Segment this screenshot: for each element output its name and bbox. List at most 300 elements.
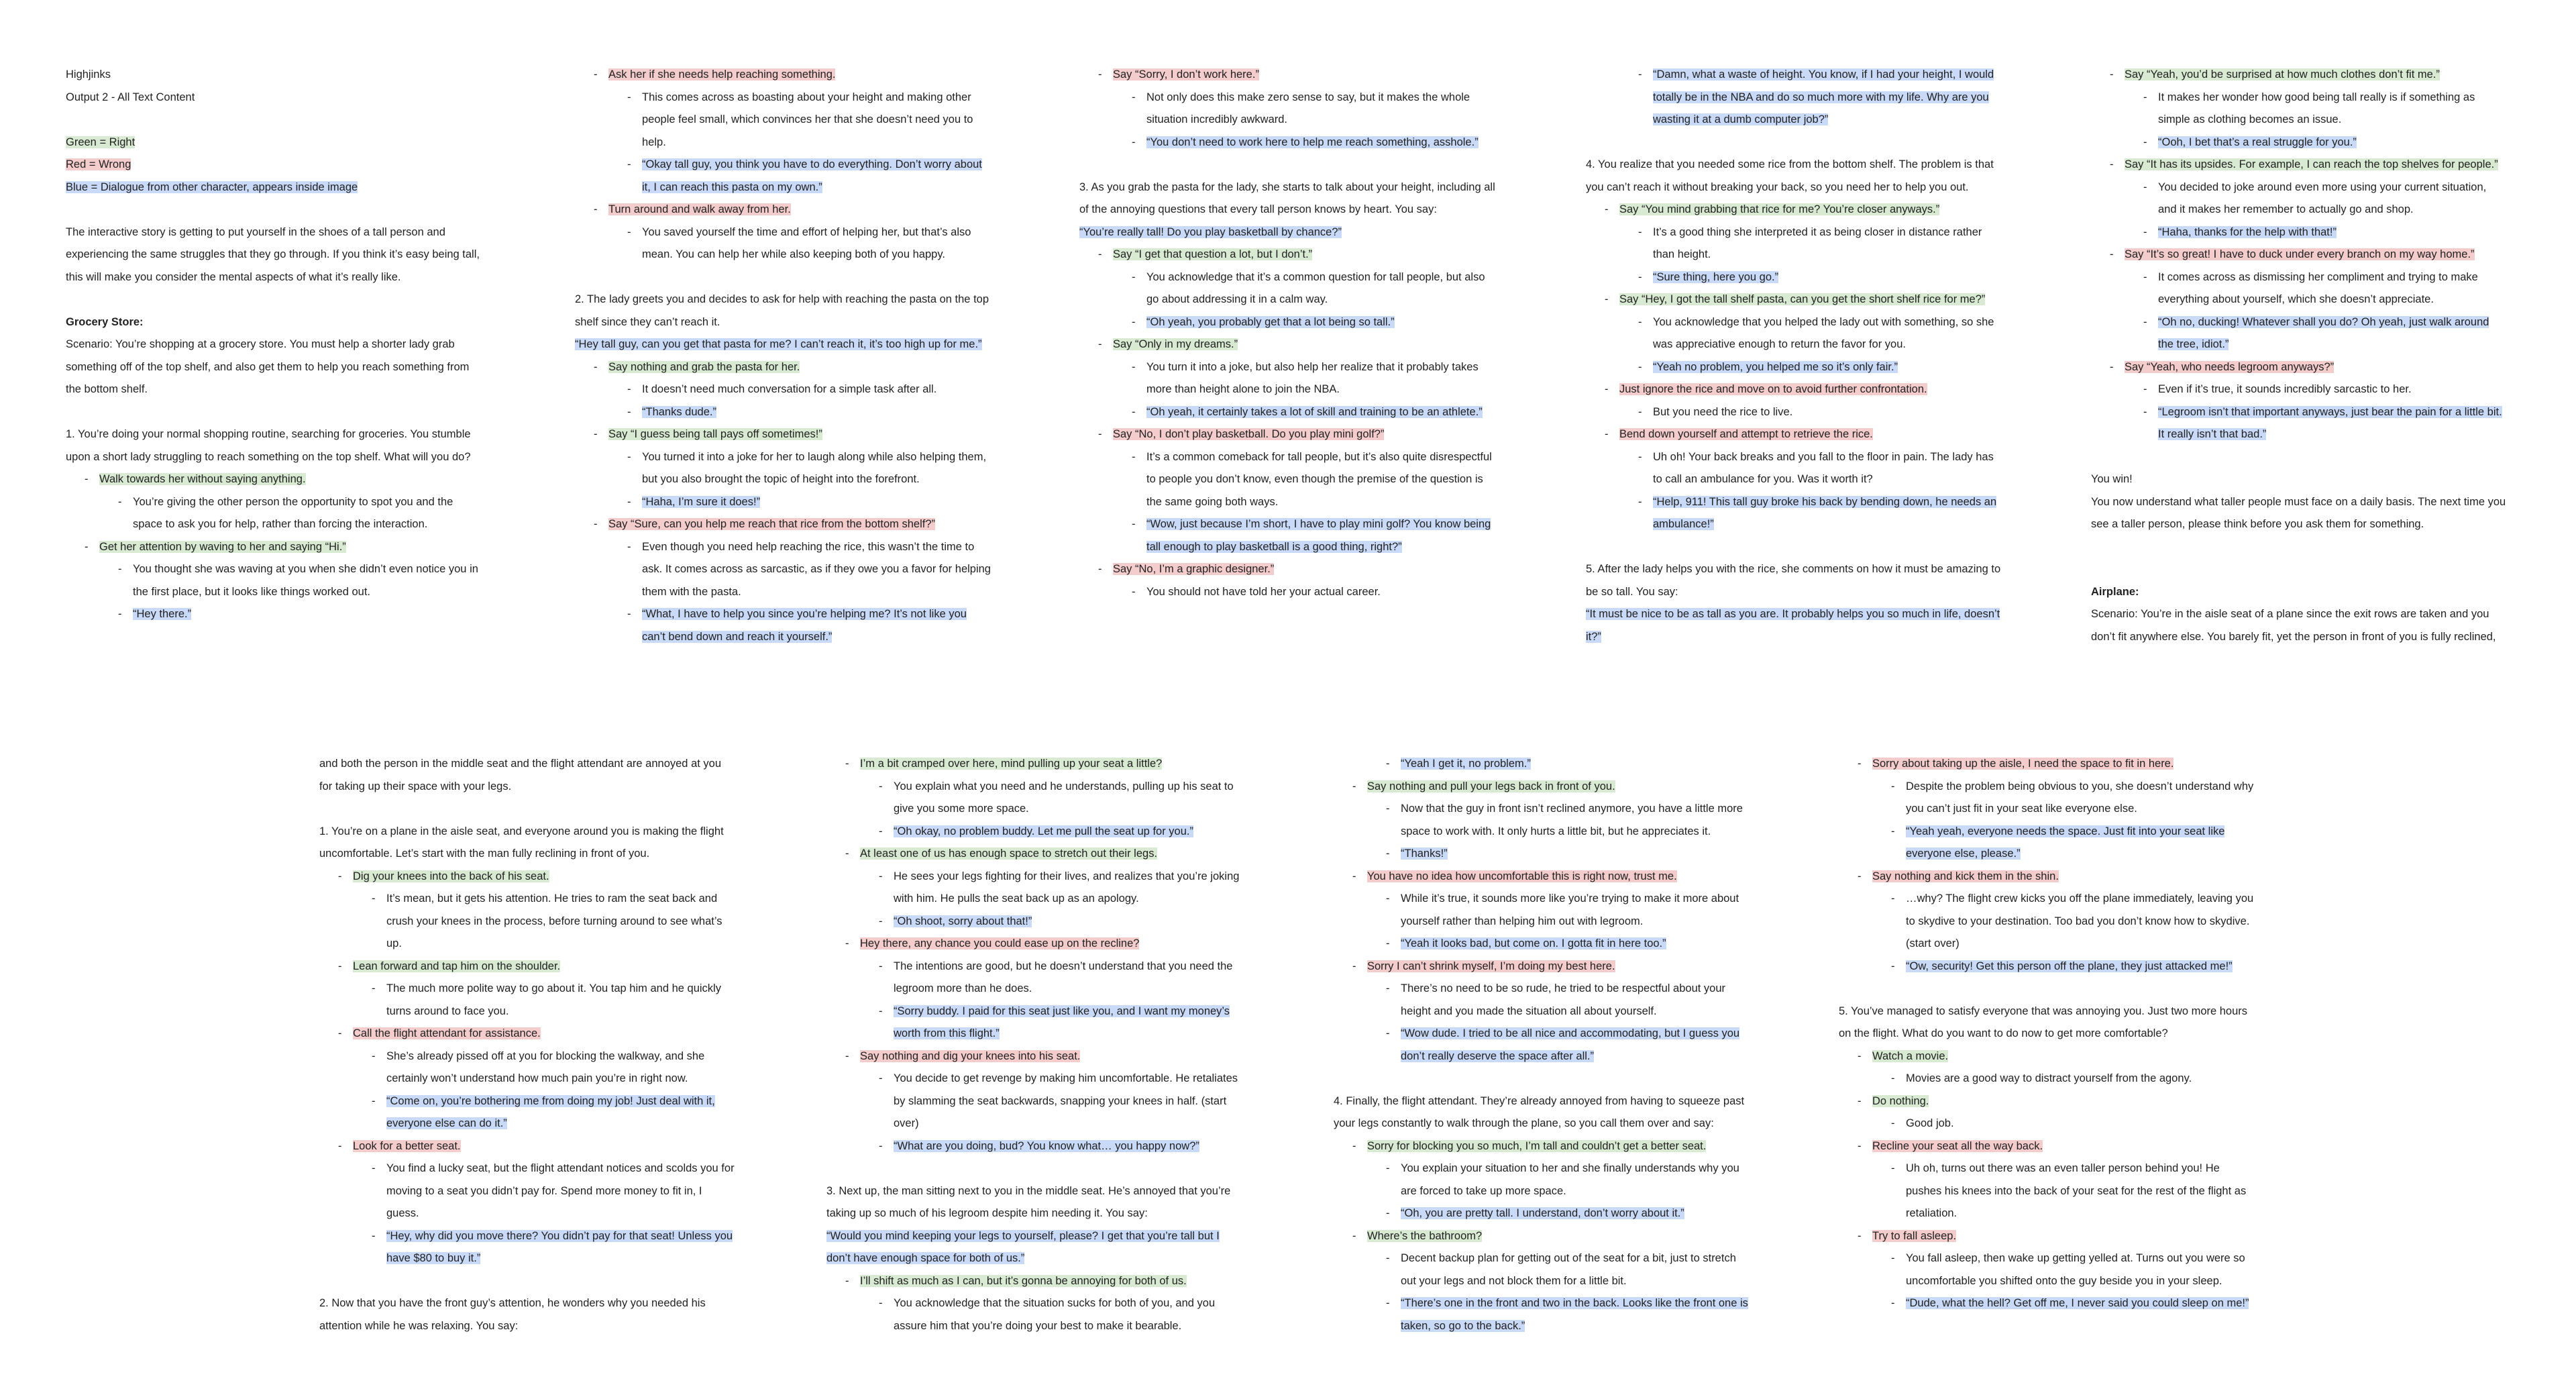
line-text: “Hey there.” [133, 608, 192, 620]
choice-detail [1586, 311, 2002, 356]
line-text: “Thanks dude.” [642, 405, 716, 418]
line-text: “Oh yeah, it certainly takes a lot of skill and training to be an athlete.” [1146, 405, 1483, 418]
line-text: I’m a bit cramped over here, mind pulling up your seat a little? [860, 758, 1163, 770]
line-text: Good job. [1906, 1117, 1954, 1129]
choice-detail [1839, 956, 2255, 978]
choice-detail [575, 221, 991, 266]
choice-detail [1334, 753, 1750, 776]
line-text: Say nothing and kick them in the shin. [1872, 870, 2059, 882]
choice-detail [826, 1292, 1242, 1337]
line-text: You now understand what taller people must face on a daily basis. The next time you see a taller person, please think before you ask them for something. [2091, 495, 2506, 530]
page-3 [1079, 64, 1495, 603]
choice-detail [575, 536, 991, 604]
line-text: Look for a better seat. [353, 1139, 461, 1152]
paragraph [319, 753, 735, 798]
page-6 [319, 753, 735, 1337]
line-text: 1. You’re doing your normal shopping routine, searching for groceries. You stumble upon a short lady struggling to reach something on the top shelf. What will you do? [66, 428, 471, 463]
choice-detail [1334, 978, 1750, 1023]
line-text: Turn around and walk away from her. [608, 203, 791, 215]
choice-item [319, 866, 735, 888]
line-text: “Dude, what the hell? Get off me, I never said you could sleep on me!” [1906, 1297, 2249, 1309]
choice-detail [66, 603, 482, 626]
choice-item [1334, 956, 1750, 978]
paragraph [66, 87, 482, 109]
line-text: 2. The lady greets you and decides to ask for help with reaching the pasta on the top shelf since they can’t reach it. [575, 293, 989, 328]
choice-detail [1839, 1247, 2255, 1292]
page-1 [66, 64, 482, 626]
line-text: Sorry for blocking you so much, I’m tall and couldn’t get a better seat. [1367, 1139, 1707, 1152]
line-text: Say nothing and dig your knees into his seat. [860, 1049, 1081, 1062]
choice-detail [575, 378, 991, 401]
choice-item [1839, 753, 2255, 776]
page-5 [2091, 64, 2507, 648]
line-text: At least one of us has enough space to stretch out their legs. [860, 847, 1158, 860]
line-text: “There’s one in the front and two in the back. Looks like the front one is taken, so go to the back.” [1401, 1297, 1748, 1332]
choice-item [1839, 1135, 2255, 1158]
line-text: Say “I guess being tall pays off sometimes!” [608, 428, 822, 440]
choice-detail [1586, 356, 2002, 379]
choice-item [319, 1023, 735, 1045]
choice-detail [1586, 221, 2002, 266]
blank-line [2091, 536, 2507, 559]
line-text: Call the flight attendant for assistance. [353, 1027, 541, 1039]
choice-item [1334, 1135, 1750, 1158]
line-text: “Sorry buddy. I paid for this seat just like you, and I want my money’s worth from this flight.” [894, 1005, 1230, 1039]
line-text: “Hey, why did you move there? You didn’t pay for that seat! Unless you have $80 to buy it.” [386, 1229, 733, 1264]
line-text: “Hey tall guy, can you get that pasta for me? I can’t reach it, it’s too high up for me.” [575, 338, 982, 350]
choice-detail [319, 1045, 735, 1090]
line-text: You acknowledge that the situation sucks for both of you, and you assure him that you’re doing your best to make it bearable. [894, 1297, 1216, 1332]
choice-detail [319, 888, 735, 956]
choice-item [2091, 154, 2507, 176]
choice-detail [1586, 491, 2002, 536]
paragraph [1839, 1000, 2255, 1045]
line-text: Say “Yeah, you’d be surprised at how much clothes don’t fit me.” [2125, 68, 2440, 81]
paragraph [1079, 221, 1495, 244]
choice-item [826, 843, 1242, 866]
choice-item [319, 1135, 735, 1158]
choice-item [575, 199, 991, 221]
line-text: You have no idea how uncomfortable this is right now, trust me. [1367, 870, 1677, 882]
line-text: Say “You mind grabbing that rice for me? You’re closer anyways.” [1619, 203, 1940, 215]
line-text: Uh oh, turns out there was an even taller person behind you! He pushes his knees into the back of your seat for the rest of the flight as retaliation. [1906, 1162, 2247, 1219]
line-text: Hey there, any chance you could ease up on the recline? [860, 937, 1140, 949]
blank-line [1334, 1068, 1750, 1090]
page-2 [575, 64, 991, 648]
line-text: Uh oh! Your back breaks and you fall to the floor in pain. The lady has to call an ambulance for you. Was it worth it? [1653, 450, 1994, 485]
blank-line [1839, 978, 2255, 1000]
line-text: “Oh, you are pretty tall. I understand, don’t worry about it.” [1401, 1207, 1684, 1219]
line-text: Watch a movie. [1872, 1049, 1949, 1062]
line-text: “Sure thing, here you go.” [1653, 270, 1779, 283]
line-text: The interactive story is getting to put yourself in the shoes of a tall person and experiencing the same struggles that they go through. If you think it’s easy being tall, this will make you consider the mental aspects of what it’s really like. [66, 225, 480, 283]
line-text: Do nothing. [1872, 1094, 1929, 1107]
paragraph [319, 1292, 735, 1337]
line-text: You’re giving the other person the opportunity to spot you and the space to ask you for help, rather than forcing the interaction. [133, 495, 453, 530]
line-text: Say “It’s so great! I have to duck under every branch on my way home.” [2125, 248, 2475, 260]
line-text: Say “Sorry, I don’t work here.” [1113, 68, 1259, 81]
line-text: Even though you need help reaching the rice, this wasn’t the time to ask. It comes across as sarcastic, as if they owe you a favor for helping them with the pasta. [642, 540, 991, 598]
line-text: “You’re really tall! Do you play basketball by chance?” [1079, 225, 1342, 238]
line-text: Where’s the bathroom? [1367, 1229, 1483, 1242]
line-text: Try to fall asleep. [1872, 1229, 1957, 1242]
line-text: Say “Sure, can you help me reach that rice from the bottom shelf?” [608, 518, 935, 530]
blank-line [319, 1270, 735, 1293]
line-text: You explain your situation to her and she finally understands why you are forced to take up more space. [1401, 1162, 1739, 1197]
line-text: You win! [2091, 473, 2133, 485]
choice-item [1839, 866, 2255, 888]
choice-detail [826, 1135, 1242, 1158]
line-text: You should not have told her your actual career. [1146, 585, 1381, 598]
choice-detail [1079, 87, 1495, 132]
page-4 [1586, 64, 2002, 648]
choice-detail [1586, 64, 2002, 132]
choice-item [1079, 558, 1495, 581]
line-text: The intentions are good, but he doesn’t understand that you need the legroom more than he does. [894, 960, 1233, 994]
choice-detail [2091, 176, 2507, 221]
blank-line [66, 109, 482, 132]
line-text: 3. Next up, the man sitting next to you in the middle seat. He’s annoyed that you’re taking up so much of his legroom despite him needing it. You say: [826, 1184, 1231, 1219]
choice-item [1334, 776, 1750, 799]
paragraph [66, 132, 482, 154]
paragraph [826, 1225, 1242, 1270]
line-text: Sorry about taking up the aisle, I need the space to fit in here. [1872, 758, 2174, 770]
choice-detail [66, 558, 482, 603]
line-text: “Thanks!” [1401, 847, 1448, 860]
line-text: Say nothing and pull your legs back in front of you. [1367, 780, 1615, 792]
choice-detail [1839, 1113, 2255, 1135]
choice-detail [1334, 888, 1750, 933]
choice-detail [1334, 1247, 1750, 1292]
line-text: You thought she was waving at you when she didn’t even notice you in the first place, but it looks like things worked out. [133, 563, 478, 598]
blank-line [1586, 132, 2002, 154]
choice-detail [575, 491, 991, 514]
line-text: It makes her wonder how good being tall really is if something as simple as clothing becomes an issue. [2158, 91, 2475, 125]
choice-item [1079, 423, 1495, 446]
choice-detail [2091, 401, 2507, 446]
line-text: It comes across as dismissing her compliment and trying to make everything about yourself, which she doesn’t appreciate. [2158, 270, 2478, 305]
line-text: There’s no need to be so rude, he tried to be respectful about your height and you made the situation all about yourself. [1401, 982, 1726, 1017]
line-text: “Damn, what a waste of height. You know, if I had your height, I would totally be in the NBA and do so much more with my life. Why are you wasting it at a dumb computer job?” [1653, 68, 1994, 125]
line-text: 4. Finally, the flight attendant. They’re already annoyed from having to squeeze past your legs constantly to walk through the plane, so you call them over and say: [1334, 1094, 1745, 1129]
blank-line [2091, 446, 2507, 469]
line-text: Scenario: You’re shopping at a grocery store. You must help a shorter lady grab something off of the top shelf, and also get them to help you reach something from the bottom shelf. [66, 338, 470, 395]
line-text: Dig your knees into the back of his seat. [353, 870, 549, 882]
paragraph [2091, 491, 2507, 536]
line-text: You find a lucky seat, but the flight attendant notices and scolds you for moving to a seat you didn’t pay for. Spend more money to fit in, I guess. [386, 1162, 735, 1219]
choice-item [1586, 289, 2002, 311]
line-text: It doesn’t need much conversation for a simple task after all. [642, 383, 937, 395]
paragraph [1586, 603, 2002, 648]
choice-detail [1839, 776, 2255, 821]
line-text: Walk towards her without saying anything. [99, 473, 306, 485]
line-text: Say nothing and grab the pasta for her. [608, 360, 800, 373]
blank-line [1079, 154, 1495, 176]
choice-detail [575, 154, 991, 199]
line-text: and both the person in the middle seat and the flight attendant are annoyed at you for taking up their space with your legs. [319, 758, 722, 792]
paragraph [1586, 154, 2002, 199]
line-text: “Oh shoot, sorry about that!” [894, 915, 1032, 927]
choice-item [1334, 1225, 1750, 1248]
choice-detail [2091, 221, 2507, 244]
choice-item [1839, 1090, 2255, 1113]
line-text: Despite the problem being obvious to you, she doesn’t understand why you can’t just fit in your seat like everyone else. [1906, 780, 2254, 815]
line-text: “What, I have to help you since you’re helping me? It’s not like you can’t bend down and reach it yourself.” [642, 608, 967, 643]
choice-detail [1839, 1158, 2255, 1225]
line-text: It’s a good thing she interpreted it as being closer in distance rather than height. [1653, 225, 1982, 260]
line-text: Highjinks [66, 68, 111, 81]
paragraph [575, 289, 991, 333]
line-text: Movies are a good way to distract yourself from the agony. [1906, 1072, 2192, 1084]
line-text: You decided to joke around even more using your current situation, and it makes her remember to actually go and shop. [2158, 181, 2487, 215]
line-text: Not only does this make zero sense to say, but it makes the whole situation incredibly awkward. [1146, 91, 1470, 125]
line-text: You acknowledge that it’s a common question for tall people, but also go about addressing it in a calm way. [1146, 270, 1485, 305]
line-text: 3. As you grab the pasta for the lady, she starts to talk about your height, including all of the annoying questions that every tall person knows by heart. You say: [1079, 181, 1495, 215]
choice-item [1586, 199, 2002, 221]
paragraph [575, 333, 991, 356]
choice-detail [1079, 132, 1495, 154]
line-text: I’ll shift as much as I can, but it’s gonna be annoying for both of us. [860, 1274, 1187, 1287]
line-text: Say “Yeah, who needs legroom anyways?” [2125, 360, 2334, 373]
choice-detail [1334, 843, 1750, 866]
choice-detail [1079, 356, 1495, 401]
blank-line [575, 266, 991, 289]
line-text: Say “No, I’m a graphic designer.” [1113, 563, 1275, 575]
choice-item [2091, 356, 2507, 379]
line-text: “Okay tall guy, you think you have to do everything. Don’t worry about it, I can reach this pasta on my own.” [642, 158, 982, 193]
line-text: Red = Wrong [66, 158, 131, 170]
line-text: Blue = Dialogue from other character, appears inside image [66, 181, 358, 193]
paragraph [66, 64, 482, 87]
choice-detail [319, 1090, 735, 1135]
choice-detail [1586, 401, 2002, 424]
choice-detail [1586, 446, 2002, 491]
choice-detail [1334, 1292, 1750, 1337]
line-text: Say “It has its upsides. For example, I can reach the top shelves for people.” [2125, 158, 2498, 170]
line-text: Decent backup plan for getting out of the seat for a bit, just to stretch out your legs and not block them for a little bit. [1401, 1252, 1736, 1287]
line-text: …why? The flight crew kicks you off the plane immediately, leaving you to skydive to your destination. Too bad you don’t know how to skydive. (start over) [1906, 892, 2254, 949]
line-text: “Wow dude. I tried to be all nice and accommodating, but I guess you don’t really deserve the space after all.” [1401, 1027, 1740, 1062]
choice-detail [1839, 1068, 2255, 1090]
line-text: Get her attention by waving to her and saying “Hi.” [99, 540, 346, 553]
line-text: “Legroom isn’t that important anyways, just bear the pain for a little bit. It really isn’t that bad.” [2158, 405, 2502, 440]
choice-detail [826, 956, 1242, 1000]
line-text: Lean forward and tap him on the shoulder. [353, 960, 561, 972]
line-text: It’s mean, but it gets his attention. He tries to ram the seat back and crush your knees in the process, before turning around to see what’s up. [386, 892, 722, 949]
choice-item [1586, 423, 2002, 446]
line-text: 5. You’ve managed to satisfy everyone that was annoying you. Just two more hours on the flight. What do you want to do now to get more comfortable? [1839, 1005, 2248, 1039]
line-text: “Yeah it looks bad, but come on. I gotta fit in here too.” [1401, 937, 1666, 949]
line-text: Airplane: [2091, 585, 2139, 598]
line-text: “Help, 911! This tall guy broke his back by bending down, he needs an ambulance!” [1653, 495, 1997, 530]
paragraph [2091, 603, 2507, 648]
paragraph [2091, 468, 2507, 491]
paragraph [66, 221, 482, 289]
line-text: Say “Hey, I got the tall shelf pasta, can you get the short shelf rice for me?” [1619, 293, 1986, 305]
choice-item [826, 753, 1242, 776]
choice-detail [575, 401, 991, 424]
line-text: “You don’t need to work here to help me reach something, asshole.” [1146, 136, 1479, 148]
choice-item [1839, 1045, 2255, 1068]
choice-detail [1079, 446, 1495, 514]
blank-line [66, 289, 482, 311]
choice-detail [2091, 266, 2507, 311]
line-text: “Haha, I’m sure it does!” [642, 495, 761, 508]
line-text: You explain what you need and he understands, pulling up his seat to give you some more space. [894, 780, 1234, 815]
line-text: You saved yourself the time and effort of helping her, but that’s also mean. You can help her while also keeping both of you happy. [642, 225, 971, 260]
section-heading [2091, 581, 2507, 604]
choice-detail [575, 87, 991, 154]
choice-item [1079, 244, 1495, 266]
line-text: “What are you doing, bud? You know what… you happy now?” [894, 1139, 1199, 1152]
blank-line [1586, 536, 2002, 559]
line-text: Scenario: You’re in the aisle seat of a plane since the exit rows are taken and you don’t fit anywhere else. You barely fit, yet the person in front of you is fully reclined, [2091, 608, 2496, 643]
line-text: Grocery Store: [66, 315, 144, 328]
line-text: 1. You’re on a plane in the aisle seat, and everyone around you is making the flight uncomfortable. Let’s start with the man fully reclining in front of you. [319, 825, 724, 860]
choice-detail [319, 978, 735, 1023]
choice-detail [826, 1000, 1242, 1045]
line-text: “Ow, security! Get this person off the plane, they just attacked me!” [1906, 960, 2233, 972]
line-text: “Oh yeah, you probably get that a lot being so tall.” [1146, 315, 1395, 328]
page-9 [1839, 753, 2255, 1315]
choice-detail [2091, 311, 2507, 356]
choice-item [66, 468, 482, 491]
choice-detail [826, 866, 1242, 911]
choice-detail [826, 776, 1242, 821]
choice-item [575, 64, 991, 87]
choice-item [66, 536, 482, 559]
line-text: This comes across as boasting about your height and making other people feel small, which convinces her that she doesn’t need you to help. [642, 91, 973, 148]
section-heading [66, 311, 482, 334]
line-text: “Wow, just because I’m short, I have to play mini golf? You know being tall enough to play basketball is a good thing, right?” [1146, 518, 1491, 553]
choice-item [1839, 1225, 2255, 1248]
line-text: Ask her if she needs help reaching something. [608, 68, 836, 81]
choice-item [2091, 64, 2507, 87]
line-text: Now that the guy in front isn’t reclined anymore, you have a little more space to work with. It only hurts a little bit, but he appreciates it. [1401, 803, 1743, 837]
blank-line [66, 401, 482, 424]
choice-detail [1586, 266, 2002, 289]
choice-detail [1839, 1292, 2255, 1315]
choice-item [826, 1270, 1242, 1293]
choice-detail [2091, 132, 2507, 154]
line-text: While it’s true, it sounds more like you’re trying to make it more about yourself rather than helping him out with legroom. [1401, 892, 1739, 927]
line-text: Output 2 - All Text Content [66, 91, 195, 103]
choice-detail [826, 911, 1242, 933]
choice-item [319, 956, 735, 978]
line-text: Bend down yourself and attempt to retrieve the rice. [1619, 428, 1873, 440]
line-text: “It must be nice to be as tall as you are. It probably helps you so much in life, doesn’t it?” [1586, 608, 2000, 643]
paragraph [66, 333, 482, 401]
blank-line [319, 798, 735, 821]
choice-detail [319, 1158, 735, 1225]
choice-detail [1079, 401, 1495, 424]
choice-item [575, 423, 991, 446]
line-text: “Oh okay, no problem buddy. Let me pull the seat up for you.” [894, 825, 1193, 837]
choice-detail [1079, 311, 1495, 334]
line-text: You turned it into a joke for her to laugh along while also helping them, but you also brought the topic of height into the forefront. [642, 450, 987, 485]
paragraph [1079, 176, 1495, 221]
line-text: “Oh no, ducking! Whatever shall you do? Oh yeah, just walk around the tree, idiot.” [2158, 315, 2489, 350]
choice-detail [1334, 1202, 1750, 1225]
line-text: He sees your legs fighting for their lives, and realizes that you’re joking with him. He pulls the seat back up as an apology. [894, 870, 1240, 905]
line-text: You acknowledge that you helped the lady out with something, so she was appreciative enough to return the favor for you. [1653, 315, 1994, 350]
choice-item [1334, 866, 1750, 888]
page-7 [826, 753, 1242, 1337]
choice-detail [826, 1068, 1242, 1135]
line-text: “Come on, you’re bothering me from doing my job! Just deal with it, everyone else can do it.” [386, 1094, 715, 1129]
choice-detail [575, 446, 991, 491]
line-text: Recline your seat all the way back. [1872, 1139, 2043, 1152]
blank-line [66, 199, 482, 221]
paragraph [66, 423, 482, 468]
line-text: Say “I get that question a lot, but I don’t.” [1113, 248, 1313, 260]
line-text: 4. You realize that you needed some rice from the bottom shelf. The problem is that you can’t reach it without breaking your back, so you need her to help you out. [1586, 158, 1994, 193]
line-text: Just ignore the rice and move on to avoid further confrontation. [1619, 383, 1927, 395]
choice-item [575, 356, 991, 379]
line-text: Even if it’s true, it sounds incredibly sarcastic to her. [2158, 383, 2412, 395]
choice-detail [826, 821, 1242, 843]
line-text: She’s already pissed off at you for blocking the walkway, and she certainly won’t understand how much pain you’re in right now. [386, 1049, 705, 1084]
choice-detail [1334, 933, 1750, 956]
choice-detail [319, 1225, 735, 1270]
page-8 [1334, 753, 1750, 1337]
line-text: Sorry I can’t shrink myself, I’m doing my best here. [1367, 960, 1615, 972]
choice-detail [1334, 1158, 1750, 1202]
choice-detail [66, 491, 482, 536]
line-text: You fall asleep, then wake up getting yelled at. Turns out you were so uncomfortable you shifted onto the guy beside you in your sleep. [1906, 1252, 2245, 1287]
choice-detail [1334, 1023, 1750, 1068]
choice-item [2091, 244, 2507, 266]
paragraph [66, 176, 482, 199]
choice-detail [1079, 513, 1495, 558]
line-text: “Yeah yeah, everyone needs the space. Just fit into your seat like everyone else, please.” [1906, 825, 2225, 860]
choice-detail [1079, 266, 1495, 311]
line-text: Say “Only in my dreams.” [1113, 338, 1238, 350]
choice-detail [1079, 581, 1495, 604]
choice-detail [2091, 378, 2507, 401]
choice-detail [575, 603, 991, 648]
paragraph [66, 154, 482, 176]
choice-detail [2091, 87, 2507, 132]
line-text: “Would you mind keeping your legs to yourself, please? I get that you’re tall but I don’t have enough space for both of us.” [826, 1229, 1220, 1264]
line-text: “Yeah I get it, no problem.” [1401, 758, 1531, 770]
line-text: The much more polite way to go about it. You tap him and he quickly turns around to face you. [386, 982, 721, 1017]
line-text: “Haha, thanks for the help with that!” [2158, 225, 2337, 238]
line-text: You decide to get revenge by making him uncomfortable. He retaliates by slamming the seat backwards, snapping your knees in half. (start over) [894, 1072, 1238, 1129]
line-text: 5. After the lady helps you with the rice, she comments on how it must be amazing to be so tall. You say: [1586, 563, 2001, 598]
choice-detail [1334, 798, 1750, 843]
choice-item [575, 513, 991, 536]
choice-detail [1839, 821, 2255, 866]
choice-item [826, 933, 1242, 956]
paragraph [1334, 1090, 1750, 1135]
line-text: 2. Now that you have the front guy’s attention, he wonders why you needed his attention while he was relaxing. You say: [319, 1297, 706, 1332]
blank-line [826, 1158, 1242, 1180]
paragraph [1586, 558, 2002, 603]
choice-item [1079, 64, 1495, 87]
line-text: But you need the rice to live. [1653, 405, 1793, 418]
paragraph [319, 821, 735, 866]
line-text: You turn it into a joke, but also help her realize that it probably takes more than height alone to join the NBA. [1146, 360, 1479, 395]
line-text: Say “No, I don’t play basketball. Do you play mini golf?” [1113, 428, 1385, 440]
choice-detail [1839, 888, 2255, 956]
line-text: It’s a common comeback for tall people, but it’s also quite disrespectful to people you don’t know, even though the premise of the question is the same going both ways. [1146, 450, 1492, 508]
choice-item [1079, 333, 1495, 356]
line-text: “Ooh, I bet that’s a real struggle for you.” [2158, 136, 2357, 148]
line-text: Green = Right [66, 136, 136, 148]
line-text: “Yeah no problem, you helped me so it’s only fair.” [1653, 360, 1898, 373]
paragraph [826, 1180, 1242, 1225]
